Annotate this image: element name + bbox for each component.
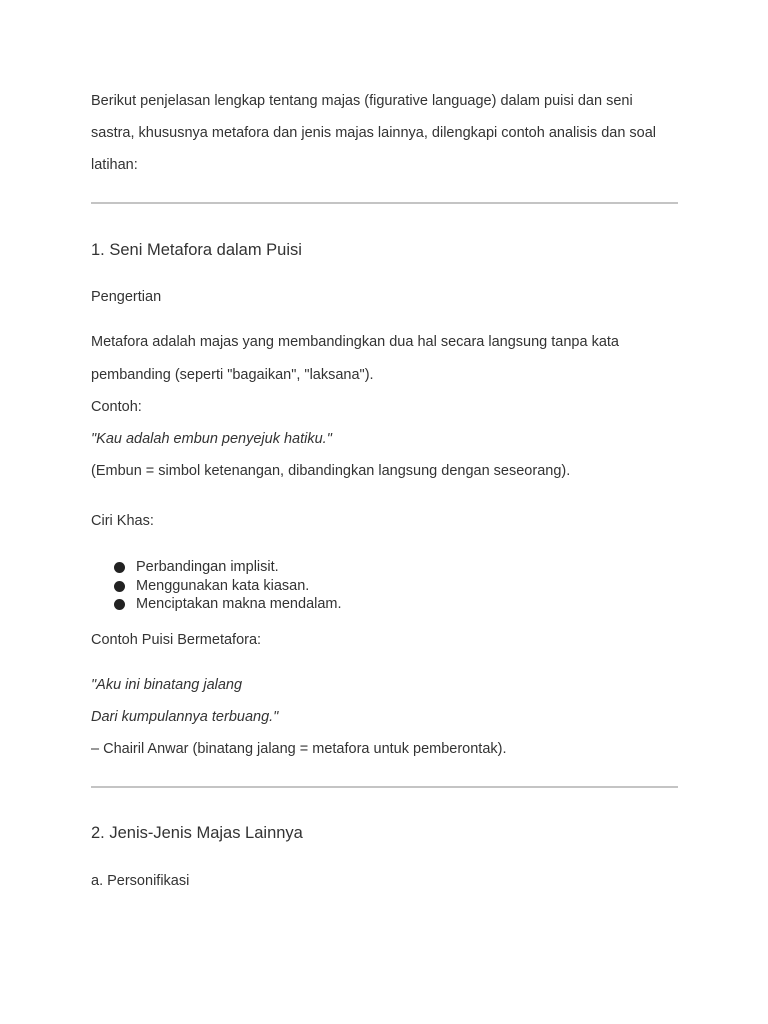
bullet-dot-icon	[114, 562, 125, 573]
definition-line-1: Metafora adalah majas yang membandingkan dua hal secara langsung tanpa kata	[91, 334, 619, 350]
section-2-heading: 2. Jenis-Jenis Majas Lainnya	[91, 824, 303, 842]
intro-line-2: sastra, khususnya metafora dan jenis majas lainnya, dilengkapi contoh analisis dan soal	[91, 125, 657, 141]
list-item	[113, 577, 342, 596]
horizontal-divider	[91, 202, 678, 204]
poem-line-1: "Aku ini binatang jalang	[91, 677, 243, 693]
subsection-a-label: a. Personifikasi	[91, 873, 190, 889]
example-explanation: (Embun = simbol ketenangan, dibandingkan langsung dengan seseorang).	[91, 463, 571, 479]
poem-attribution: – Chairil Anwar (binatang jalang = metafora untuk pemberontak).	[91, 741, 507, 757]
example-quote: "Kau adalah embun penyejuk hatiku."	[91, 431, 332, 447]
contoh-label: Contoh:	[91, 399, 142, 415]
ciri-khas-list	[113, 558, 342, 614]
section-1-heading: 1. Seni Metafora dalam Puisi	[91, 241, 302, 259]
ciri-khas-label: Ciri Khas:	[91, 513, 154, 529]
list-item-text: Menciptakan makna mendalam.	[136, 596, 342, 612]
horizontal-divider	[91, 786, 678, 788]
poem-line-2: Dari kumpulannya terbuang."	[91, 709, 279, 725]
list-item	[113, 595, 342, 614]
definition-line-2: pembanding (seperti "bagaikan", "laksana").	[91, 367, 374, 383]
intro-line-1: Berikut penjelasan lengkap tentang majas (figurative language) dalam puisi dan seni	[91, 93, 633, 109]
bullet-dot-icon	[114, 581, 125, 592]
pengertian-label: Pengertian	[91, 289, 162, 305]
bullet-dot-icon	[114, 599, 125, 610]
list-item-text: Perbandingan implisit.	[136, 559, 279, 575]
list-item	[113, 558, 342, 577]
intro-line-3: latihan:	[91, 157, 138, 173]
list-item-text: Menggunakan kata kiasan.	[136, 577, 310, 594]
poem-label: Contoh Puisi Bermetafora:	[91, 632, 262, 648]
